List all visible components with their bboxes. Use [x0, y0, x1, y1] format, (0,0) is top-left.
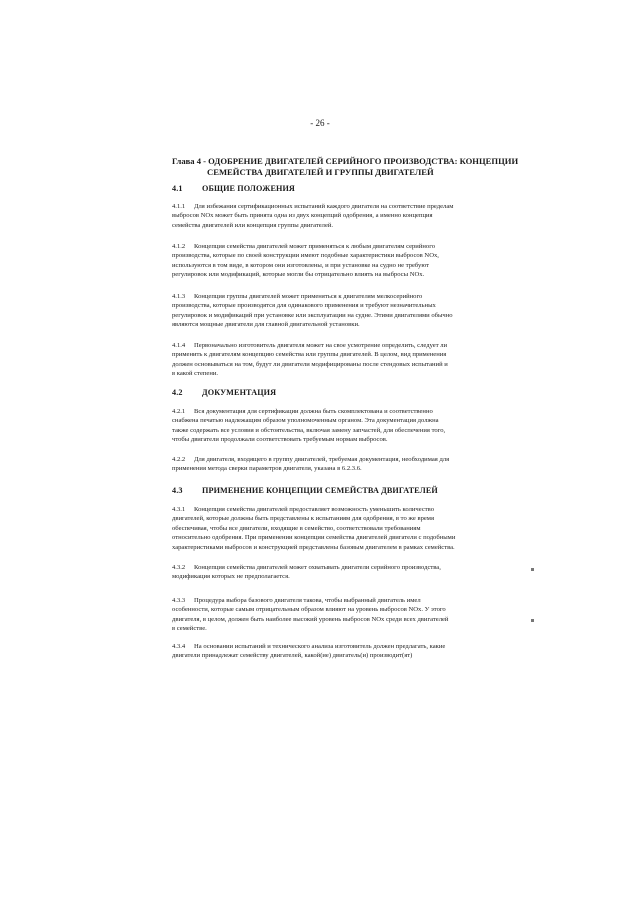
section-heading [172, 388, 522, 397]
paragraph-number: 4.2.1 [172, 408, 186, 415]
paragraph-line: 4.3.3 Процедура выбора базового двигателя такова, чтобы выбранный двигатель имел [172, 597, 421, 604]
paragraph-number: 4.1.1 [172, 203, 186, 210]
section-heading [172, 184, 522, 193]
paragraph-line: снабжена печатью надлежащим образом уполномоченным органом. Эта документация должна [172, 417, 439, 425]
paragraph-4-1-1 [172, 202, 518, 230]
paragraph-line: применения метода сверки параметров двигателя, указана в 6.2.3.6. [172, 465, 362, 473]
paragraph-line: являются мощные двигатели для главной двигательной установки. [172, 321, 360, 329]
paragraph-line: 4.1.3 Концепция группы двигателей может применяться к двигателям мелкосерийного [172, 293, 423, 300]
section-heading [172, 486, 522, 495]
page-number: - 26 - [310, 118, 330, 128]
paragraph-4-3-3 [172, 596, 518, 634]
paragraph-number: 4.1.3 [172, 293, 186, 300]
section-number: 4.2 [172, 388, 183, 397]
paragraph-4-3-1 [172, 505, 518, 552]
paragraph-4-2-2 [172, 455, 518, 474]
section-title: ДОКУМЕНТАЦИЯ [202, 388, 277, 397]
paragraph-line: должен основываться на том, будут ли двигатели модифицированы после стендовых испытаний и [172, 360, 448, 368]
paragraph-number: 4.3.3 [172, 597, 186, 604]
paragraph-line: регулировок или модификаций, которые могли бы отрицательно влиять на выбросы NOx. [172, 271, 425, 279]
paragraph-line: также содержать все условия и обстоятельства, включая замену запчастей, для обеспечения того, [172, 426, 446, 434]
paragraph-line: используются в том виде, в котором они изготовлены, и при установке на судно не требуют [172, 261, 430, 269]
paragraph-line: 4.2.1 Вся документация для сертификации должна быть скомплектована и соответственно [172, 408, 433, 415]
paragraph-line: выбросов NOx может быть принята одна из двух концепций одобрения, а именно концепция [172, 212, 433, 220]
paragraph-line: 4.1.4 Первоначально изготовитель двигателя может на свое усмотрение определить, следует ли [172, 342, 448, 349]
paragraph-line: 4.3.4 На основании испытаний и технического анализа изготовитель должен предлагать, какие [172, 643, 446, 650]
paragraph-4-3-4 [172, 642, 518, 661]
chapter-title-line-2: СЕМЕЙСТВА ДВИГАТЕЛЕЙ И ГРУППЫ ДВИГАТЕЛЕЙ [207, 167, 434, 177]
paragraph-line: семейства двигателей или концепция группы двигателей. [172, 221, 334, 229]
paragraph-line: чтобы двигатели продолжали соответствовать требуемым нормам выбросов. [172, 436, 388, 444]
paragraph-4-1-4 [172, 341, 518, 379]
section-title: ОБЩИЕ ПОЛОЖЕНИЯ [202, 184, 295, 193]
paragraph-line: производства, которые производятся для одинакового применения и требуют незначительных [172, 302, 436, 310]
paragraph-line: обеспечивая, чтобы все двигатели, входящие в семейство, соответствовали требованиям [172, 524, 421, 532]
paragraph-line: в семействе. [172, 625, 207, 633]
paragraph-line: относительно одобрения. При применении концепции семейства двигателей двигатели с подобными [172, 534, 456, 542]
paragraph-line: 4.2.2 Для двигателя, входящего в группу двигателей, требуемая документация, необходимая для [172, 456, 450, 463]
paragraph-line: регулировок и модификаций при установке или эксплуатации на судне. Этими двигателями обычно [172, 311, 453, 319]
scan-speck [531, 619, 534, 622]
paragraph-line: двигателя, в целом, должен быть наиболее высокий уровень выбросов NOx среди всех двигателей [172, 615, 449, 623]
section-title: ПРИМЕНЕНИЕ КОНЦЕПЦИИ СЕМЕЙСТВА ДВИГАТЕЛЕЙ [202, 486, 438, 495]
paragraph-line: 4.1.1 Для избежания сертификационных испытаний каждого двигателя на соответствие пределам [172, 203, 454, 210]
paragraph-line: модификация которых не предполагается. [172, 573, 290, 581]
paragraph-number: 4.3.4 [172, 643, 186, 650]
chapter-title [172, 156, 530, 178]
paragraph-number: 4.2.2 [172, 456, 186, 463]
chapter-title-line-1: Глава 4 - ОДОБРЕНИЕ ДВИГАТЕЛЕЙ СЕРИЙНОГО ПРОИЗВОДСТВА: КОНЦЕПЦИИ [172, 156, 519, 166]
paragraph-4-1-3 [172, 292, 518, 330]
paragraph-line: 4.1.2 Концепция семейства двигателей может применяться к любым двигателям серийного [172, 243, 436, 250]
paragraph-number: 4.1.4 [172, 342, 186, 349]
paragraph-4-1-2 [172, 242, 518, 280]
paragraph-line: двигателей, которые должны быть представлены к испытаниям для одобрения, в то же время [172, 515, 435, 523]
paragraph-line: применить к двигателям концепцию семейства или группы двигателей. В целом, вид применения [172, 351, 447, 359]
paragraph-number: 4.3.1 [172, 506, 186, 513]
scan-speck [531, 568, 534, 571]
paragraph-line: 4.3.1 Концепция семейства двигателей предоставляет возможность уменьшить количество [172, 506, 435, 513]
paragraph-line: производства, которые по своей конструкции имеют подобные характеристики выбросов NOx, [172, 252, 439, 260]
paragraph-line: двигатели принадлежат семейству двигателей, какой(ие) двигатель(и) производит(ят) [172, 652, 413, 660]
paragraph-line: 4.3.2 Концепция семейства двигателей может охватывать двигатели серийного производства, [172, 564, 441, 571]
paragraph-4-2-1 [172, 407, 518, 445]
paragraph-line: в какой степени. [172, 370, 219, 378]
paragraph-line: характеристиками выбросов и конструкцией представлены базовым двигателем в рамках семейства. [172, 543, 455, 551]
section-number: 4.3 [172, 486, 183, 495]
paragraph-4-3-2 [172, 563, 518, 582]
paragraph-line: особенности, которые самым отрицательным образом влияют на уровень выбросов NOx. У этого [172, 606, 446, 614]
paragraph-number: 4.3.2 [172, 564, 186, 571]
section-number: 4.1 [172, 184, 183, 193]
paragraph-number: 4.1.2 [172, 243, 186, 250]
